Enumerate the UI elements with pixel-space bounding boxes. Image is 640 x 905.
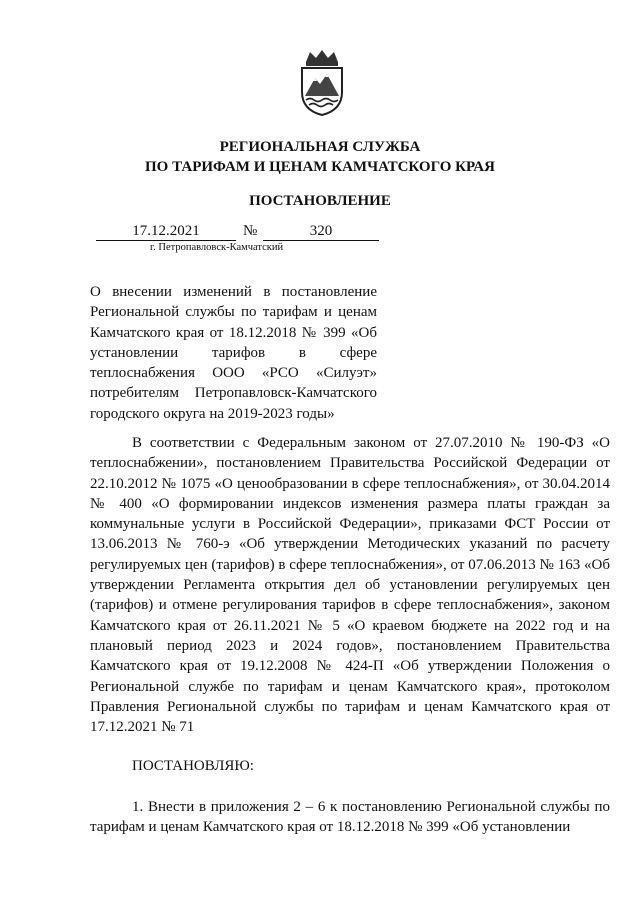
decree-word: ПОСТАНОВЛЯЮ: [132,758,254,774]
coat-of-arms-icon [296,48,348,116]
preamble-paragraph: В соответствии с Федеральным законом от 27.07.2010 № 190-ФЗ «О теплоснабжении», постановлением Правительства Российской Федерации от 22.10.2012 № 1075 «О ценообразовании в сфере теплоснабжения», от 30.04.2014 № 400 «О формировании индексов изменения размера платы граждан за коммунальные услуги в Российской Федерации», приказами ФСТ России от 13.06.2013 № 760-э «Об утверждении Методических указаний по расчету регулируемых цен (тарифов) в сфере теплоснабжения», от 07.06.2013 № 163 «Об утверждении Регламента открытия дел об установлении регулируемых цен (тарифов) и отмене регулирования тарифов в сфере теплоснабжения», законом Камчатского края от 26.11.2021 № 5 «О краевом бюджете на 2022 год и на плановый период 2023 и 2024 годов», постановлением Правительства Камчатского края от 19.12.2008 № 424-П «Об утверждении Положения о Региональной службе по тарифам и ценам Камчатского края», протоколом Правления Региональной службы по тарифам и ценам Камчатского края от 17.12.2021 № 71 [90,435,610,736]
document-date: 17.12.2021 [96,222,236,241]
number-sign: № [243,223,258,239]
document-type: ПОСТАНОВЛЕНИЕ [249,193,391,209]
city-name: г. Петропавловск-Камчатский [150,242,284,253]
org-title-line2: ПО ТАРИФАМ И ЦЕНАМ КАМЧАТСКОГО КРАЯ [145,159,495,175]
decree-item-1: 1. Внести в приложения 2 – 6 к постановлению Региональной службы по тарифам и ценам Камчатского края от 18.12.2018 № 399 «Об установлении [90,799,610,836]
document-subject: О внесении изменений в постановление Региональной службы по тарифам и ценам Камчатского края от 18.12.2018 № 399 «Об установлении тарифов в сфере теплоснабжения ООО «РСО «Силуэт» потребителям Петропавловск-Камчатского городского округа на 2019-2023 годы» [90,284,377,422]
org-title-line1: РЕГИОНАЛЬНАЯ СЛУЖБА [219,139,421,155]
document-number: 320 [263,222,379,241]
